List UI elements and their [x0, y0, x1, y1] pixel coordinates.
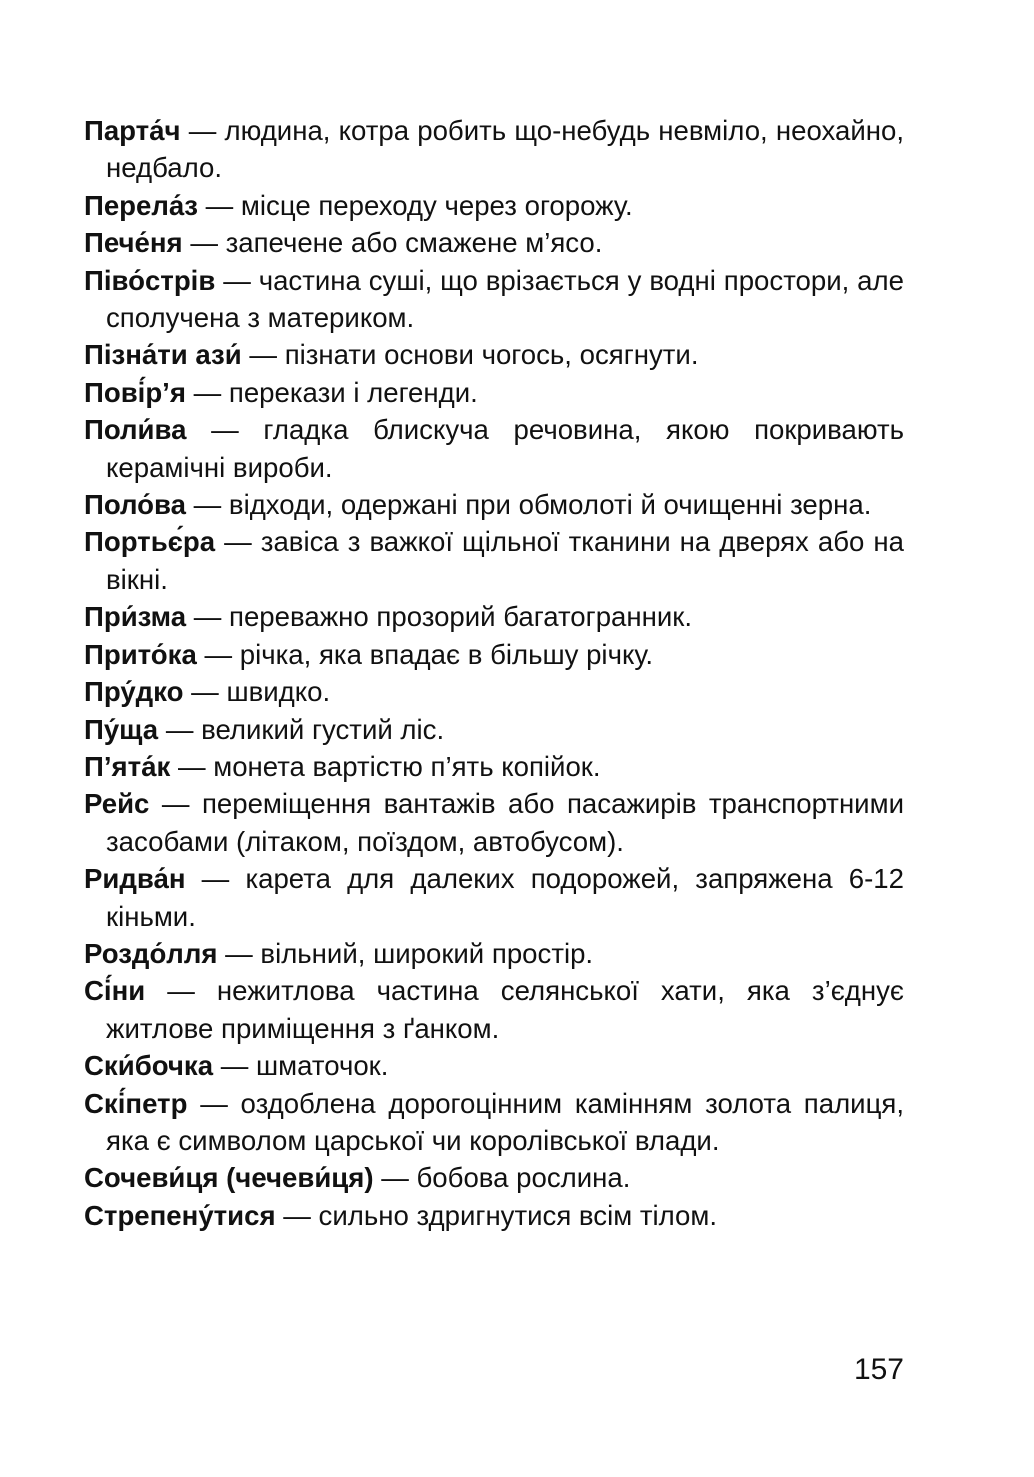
glossary-entry [84, 748, 904, 785]
entry-term: Поло́ва [84, 489, 186, 521]
glossary-entry [84, 860, 904, 935]
entry-dash: — [223, 264, 251, 296]
entry-definition: оздоблена дорогоцінним камінням золота палиця, яка є символом царської чи королівської влади. [106, 1087, 905, 1156]
entry-term: Ски́бочка [84, 1050, 214, 1082]
entry-term: Парта́ч [84, 115, 181, 146]
entry-term: Портьє́ра [84, 526, 216, 558]
entry-term: П’ята́к [84, 750, 171, 782]
entry-dash: — [193, 601, 222, 633]
entry-term: Перела́з [84, 189, 198, 221]
entry-dash: — [188, 115, 217, 146]
entry-dash: — [283, 1199, 311, 1231]
entry-definition: завіса з важкої щільної тканини на дверях або на вікні. [106, 526, 905, 595]
entry-definition: шматочок. [256, 1050, 389, 1082]
entry-definition: гладка блискуча речовина, якою покривають керамічні вироби. [106, 414, 904, 483]
entry-definition: запечене або смажене м’ясо. [225, 227, 603, 259]
entry-term: Сі́ни [84, 975, 146, 1007]
entry-definition: перекази і легенди. [228, 376, 478, 408]
glossary-entry [84, 935, 904, 972]
entry-term: Піво́стрів [84, 264, 216, 296]
entry-dash: — [193, 376, 222, 408]
entry-definition: вільний, широкий простір. [260, 937, 594, 969]
entry-dash: — [201, 863, 230, 895]
entry-dash: — [220, 1050, 249, 1082]
entry-term: Скі́петр [84, 1087, 188, 1119]
entry-dash: — [177, 750, 206, 782]
entry-term: Стрепену́тися [84, 1199, 276, 1231]
glossary-entry [84, 636, 904, 673]
entry-definition: бобова рослина. [416, 1162, 631, 1194]
entry-term: Пові́р’я [84, 376, 186, 408]
glossary-entry [84, 187, 904, 224]
glossary-entry [84, 1085, 904, 1160]
entry-definition: річка, яка впадає в більшу річку. [239, 638, 654, 670]
entry-definition: великий густий ліс. [201, 713, 445, 745]
entry-dash: — [381, 1162, 409, 1194]
entry-dash: — [165, 713, 194, 745]
glossary-entry [84, 411, 904, 486]
entry-term: Пу́ща [84, 713, 159, 745]
entry-dash: — [193, 489, 222, 521]
entry-definition: відходи, одержані при обмолоті й очищенні зерна. [228, 489, 872, 521]
entry-dash: — [161, 788, 190, 820]
entry-definition: швидко. [226, 676, 331, 708]
glossary-entry [84, 598, 904, 635]
entry-term: Пізна́ти ази́ [84, 339, 242, 371]
glossary-entry [84, 486, 904, 523]
entry-dash: — [200, 1087, 228, 1119]
entry-dash: — [211, 414, 239, 446]
entry-definition: людина, котра робить що-небудь невміло, неохайно, недбало. [106, 115, 904, 184]
glossary-entry [84, 262, 904, 337]
entry-term: Поли́ва [84, 414, 187, 446]
entry-term: Пече́ня [84, 227, 183, 259]
glossary-entry [84, 711, 904, 748]
entry-dash: — [191, 676, 219, 708]
entry-definition: переважно прозорий багатогранник. [229, 601, 693, 633]
entry-dash: — [225, 937, 253, 969]
entry-definition: сильно здригнутися всім тілом. [318, 1199, 718, 1231]
entry-dash: — [249, 339, 278, 371]
glossary-entry [84, 1197, 904, 1234]
glossary-entry [84, 336, 904, 373]
glossary-entry [84, 224, 904, 261]
entry-dash: — [205, 189, 234, 221]
glossary-entry [84, 673, 904, 710]
glossary-entry [84, 112, 904, 187]
glossary-entry [84, 972, 904, 1047]
entry-term: Рейс [84, 788, 150, 820]
entry-definition: переміщення вантажів або пасажирів транспортними засобами (літаком, поїздом, автобусом). [106, 788, 904, 857]
entry-definition: пізнати основи чогось, осягнути. [284, 339, 699, 371]
entry-term: Прито́ка [84, 638, 197, 670]
entry-definition: карета для далеких подорожей, запряжена 6-12 кіньми. [106, 863, 904, 932]
entry-dash: — [190, 227, 218, 259]
entry-definition: частина суші, що врізається у водні простори, але сполучена з материком. [106, 264, 904, 334]
glossary-entry [84, 1159, 904, 1196]
glossary-entry [84, 1047, 904, 1084]
glossary-page [84, 112, 904, 1234]
glossary-list [84, 112, 904, 1234]
entry-term: Пру́дко [84, 676, 184, 708]
entry-term: Сочеви́ця (чечеви́ця) [84, 1162, 374, 1194]
entry-term: Роздо́лля [84, 937, 218, 969]
entry-dash: — [204, 638, 233, 670]
entry-definition: місце переходу через огорожу. [240, 189, 633, 221]
glossary-entry [84, 523, 904, 598]
entry-term: При́зма [84, 601, 187, 633]
page-number: 157 [853, 1353, 904, 1386]
glossary-entry [84, 785, 904, 860]
entry-dash: — [224, 526, 252, 558]
entry-dash: — [167, 975, 195, 1007]
glossary-entry [84, 374, 904, 411]
entry-definition: нежитлова частина селянської хати, яка з’єднує житлове приміщення з ґанком. [106, 975, 904, 1044]
entry-definition: монета вартістю п’ять копійок. [213, 750, 601, 782]
entry-term: Ридва́н [84, 863, 186, 895]
